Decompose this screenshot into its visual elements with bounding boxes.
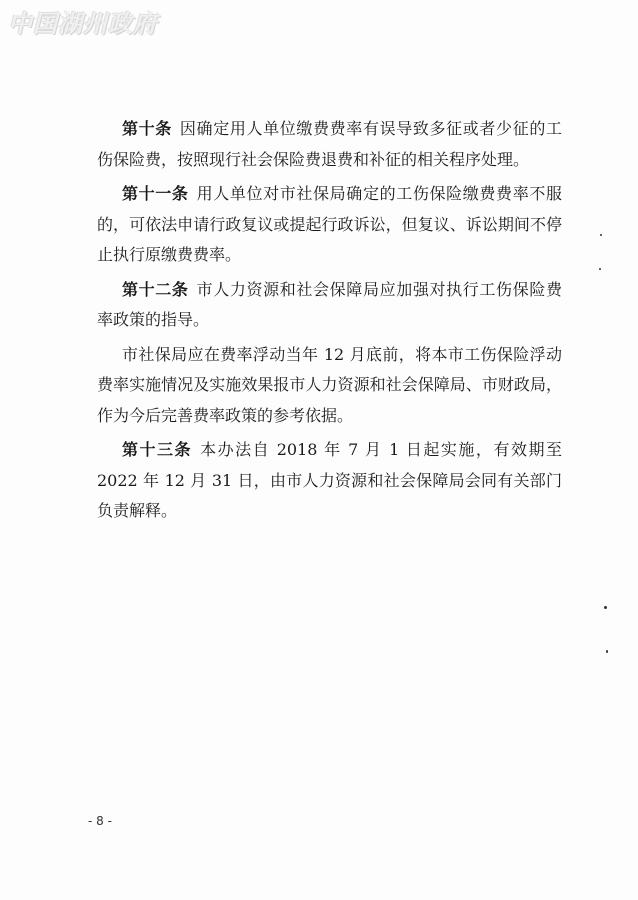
article-text: 本办法自 2018 年 7 月 1 日起实施，有效期至 2022 年 12 月 31 日，由市人力资源和社会保障局会同有关部门负责解释。 [97,440,562,520]
watermark-logo: 中国湖州政府 [8,9,158,38]
article-text: 市人力资源和社会保障局应加强对执行工伤保险费率政策的指导。 [97,279,562,329]
article-heading: 第十二条 [122,279,189,299]
article-10 [97,114,562,175]
article-text: 用人单位对市社保局确定的工伤保险缴费费率不服的，可依法申请行政复议或提起行政诉讼，但复议、诉讼期间不停止执行原缴费费率。 [97,184,562,264]
article-12 [97,275,562,336]
page-number: - 8 - [88,814,112,828]
article-12-continuation [97,340,562,432]
article-text: 因确定用人单位缴费费率有误导致多征或者少征的工伤保险费，按照现行社会保险费退费和补征的相关程序处理。 [97,119,562,169]
scan-speck [600,234,602,236]
article-13 [97,435,562,527]
article-heading: 第十一条 [122,184,189,203]
article-heading: 第十三条 [122,440,193,459]
article-text: 市社保局应在费率浮动当年 12 月底前，将本市工伤保险浮动费率实施情况及实施效果报市人力资源和社会保障局、市财政局，作为今后完善费率政策的参考依据。 [97,344,562,425]
article-heading: 第十条 [122,119,172,138]
scan-speck [606,650,608,653]
scan-speck [604,606,607,609]
document-body [97,114,562,527]
article-11 [97,179,562,271]
scan-speck [599,268,601,270]
